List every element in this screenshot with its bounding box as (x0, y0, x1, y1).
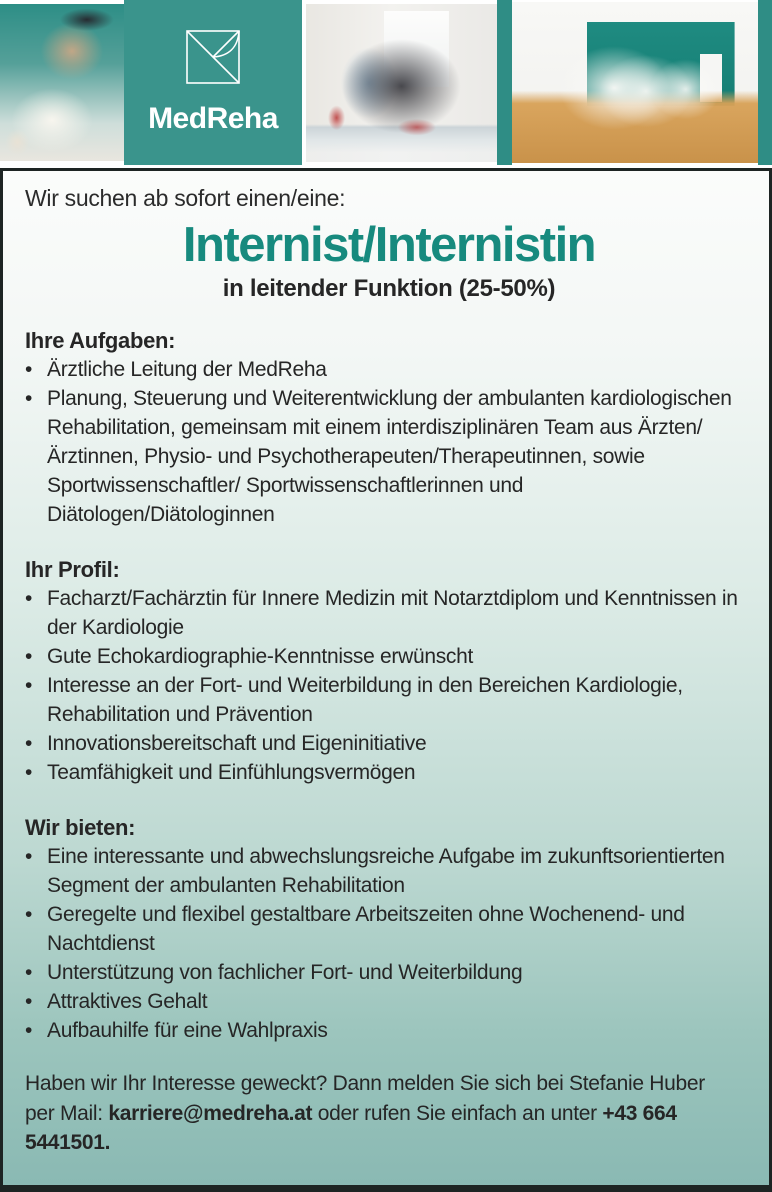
bullet-icon: • (25, 587, 33, 610)
job-title: Internist/Internistin (182, 218, 596, 272)
list-item (25, 671, 753, 729)
gym-equipment-room-photo (512, 2, 758, 163)
bullet-icon: • (25, 761, 33, 784)
bullet-icon: • (25, 732, 33, 755)
list-item (25, 987, 753, 1016)
profil-list (25, 584, 753, 787)
bullet-icon: • (25, 961, 33, 984)
contact-text: oder rufen Sie einfach an unter (312, 1101, 603, 1125)
bullet-icon: • (25, 674, 33, 697)
aufgaben-list (25, 355, 753, 529)
list-item (25, 355, 753, 384)
list-item (25, 584, 753, 642)
teal-divider (497, 0, 512, 165)
list-item (25, 758, 753, 787)
list-item-text: Planung, Steuerung und Weiterentwicklung der ambulanten kardiologischen Rehabilitation, gemeinsam mit einem interdisziplinären Team aus Ärzten/Ärztinnen, Physio- und Psychotherapeuten/Therapeutinnen, sowie Sportwissenschaftler/ Sportwissenschaftlerinnen und Diätologen/Diätologinnen (47, 387, 732, 526)
header-photo-strip (0, 0, 772, 168)
medreha-logo (124, 0, 302, 165)
section-aufgaben (25, 326, 753, 529)
ad-body (0, 168, 772, 1192)
assisted-floor-exercise-photo (306, 4, 497, 162)
wir-bieten-list (25, 842, 753, 1045)
list-item (25, 642, 753, 671)
list-item (25, 1016, 753, 1045)
bullet-icon: • (25, 845, 33, 868)
list-item-text: Unterstützung von fachlicher Fort- und Weiterbildung (47, 961, 523, 984)
list-item-text: Ärztliche Leitung der MedReha (47, 358, 327, 381)
section-heading: Ihr Profil: (25, 557, 120, 582)
bullet-icon: • (25, 1019, 33, 1042)
contact-paragraph (25, 1069, 731, 1158)
list-item-text: Facharzt/Fachärztin für Innere Medizin mit Notarztdiplom und Kenntnissen in der Kardiologie (47, 587, 738, 639)
list-item-text: Gute Echokardiographie-Kenntnisse erwünscht (47, 645, 474, 668)
envelope-leaf-icon (182, 26, 244, 88)
list-item-text: Geregelte und flexibel gestaltbare Arbeitszeiten ohne Wochenend- und Nachtdienst (47, 903, 685, 955)
list-item-text: Eine interessante und abwechslungsreiche Aufgabe im zukunftsorientierten Segment der ambulanten Rehabilitation (47, 845, 725, 897)
job-subtitle: in leitender Funktion (25-50%) (222, 275, 556, 302)
list-item (25, 900, 753, 958)
bullet-icon: • (25, 903, 33, 926)
list-item-text: Innovationsbereitschaft und Eigeninitiative (47, 732, 427, 755)
contact-phone: +43 664 5441501. (25, 1101, 677, 1154)
bullet-icon: • (25, 990, 33, 1013)
list-item-text: Interesse an der Fort- und Weiterbildung in den Bereichen Kardiologie, Rehabilitation und Prävention (47, 674, 683, 726)
contact-text: Haben wir Ihr Interesse geweckt? Dann melden Sie sich bei Stefanie Huber per Mail: (25, 1072, 705, 1125)
list-item-text: Teamfähigkeit und Einfühlungsvermögen (47, 761, 416, 784)
list-item-text: Attraktives Gehalt (47, 990, 208, 1013)
list-item (25, 958, 753, 987)
bullet-icon: • (25, 358, 33, 381)
teal-edge-strip (758, 0, 772, 165)
section-profil (25, 555, 753, 787)
section-heading: Ihre Aufgaben: (25, 328, 176, 353)
list-item (25, 842, 753, 900)
intro-line: Wir suchen ab sofort einen/eine: (25, 185, 346, 211)
section-heading: Wir bieten: (25, 815, 136, 840)
bullet-icon: • (25, 645, 33, 668)
bullet-icon: • (25, 387, 33, 410)
brand-name: MedReha (148, 102, 278, 135)
list-item-text: Aufbauhilfe für eine Wahlpraxis (47, 1019, 328, 1042)
contact-email: karriere@medreha.at (108, 1101, 313, 1125)
list-item (25, 729, 753, 758)
ergometer-training-photo (0, 4, 124, 161)
list-item (25, 384, 753, 529)
section-wir-bieten (25, 813, 753, 1045)
